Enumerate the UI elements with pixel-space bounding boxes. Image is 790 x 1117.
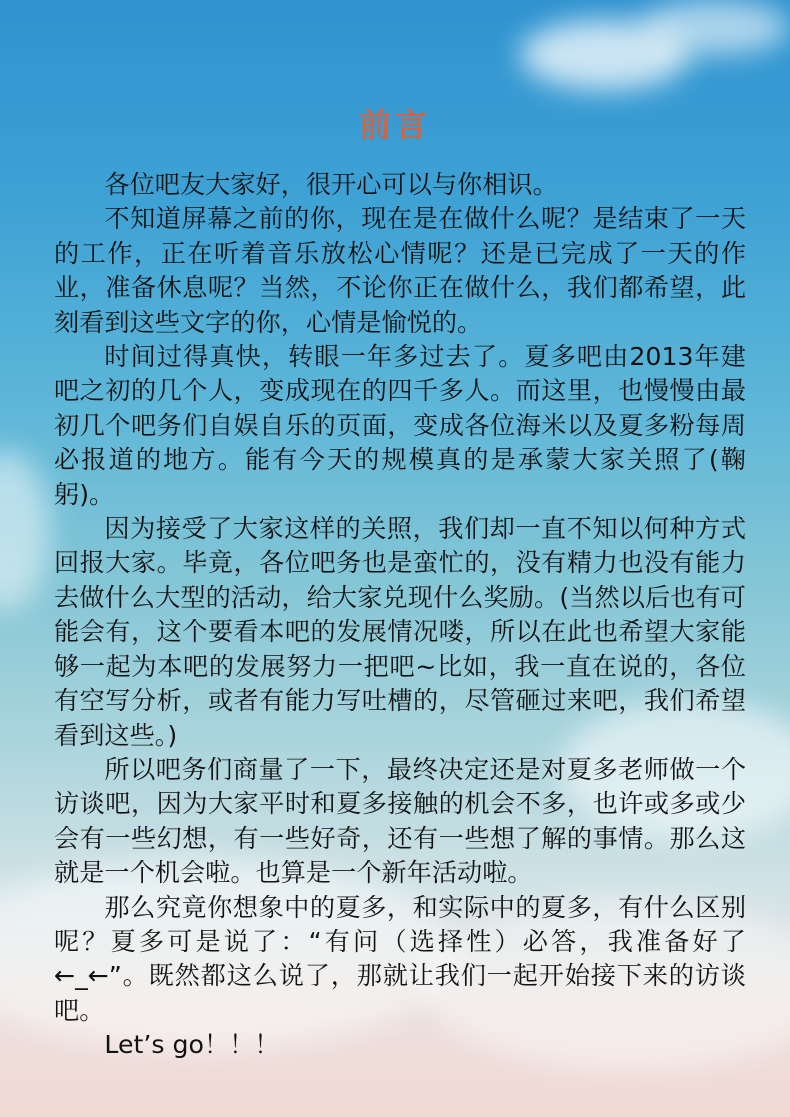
body-text: [54, 168, 746, 1063]
paragraph: 那么究竟你想象中的夏多，和实际中的夏多，有什么区别呢？夏多可是说了：“有问（选择性）必答，我准备好了←_←”。既然都这么说了，那就让我们一起开始接下来的访谈吧。: [54, 892, 746, 1025]
paragraph: 所以吧务们商量了一下，最终决定还是对夏多老师做一个访谈吧，因为大家平时和夏多接触的机会不多，也许或多或少会有一些幻想，有一些好奇，还有一些想了解的事情。那么这就是一个机会啦。也算是一个新年活动啦。: [54, 754, 746, 888]
paragraph: 时间过得真快，转眼一年多过去了。夏多吧由2013年建吧之初的几个人，变成现在的四千多人。而这里，也慢慢由最初几个吧务们自娱自乐的页面，变成各位海米以及夏多粉每周必报道的地方。能有今天的规模真的是承蒙大家关照了(鞠躬)。: [54, 342, 746, 509]
page-title: 前言: [358, 106, 431, 144]
paragraph: 因为接受了大家这样的关照，我们却一直不知以何种方式回报大家。毕竟，各位吧务也是蛮忙的，没有精力也没有能力去做什么大型的活动，给大家兑现什么奖励。(当然以后也有可能会有，这个要看本吧的发展情况喽，所以在此也希望大家能够一起为本吧的发展努力一把吧~比如，我一直在说的，各位有空写分析，或者有能力写吐槽的，尽管砸过来吧，我们希望看到这些。): [54, 514, 746, 750]
paragraph: 不知道屏幕之前的你，现在是在做什么呢？是结束了一天的工作，正在听着音乐放松心情呢？还是已完成了一天的作业，准备休息呢？当然，不论你正在做什么，我们都希望，此刻看到这些文字的你，心情是愉悦的。: [54, 204, 746, 337]
paragraph: Let’s go！！！: [104, 1030, 280, 1060]
cloud-decoration: [640, 0, 790, 55]
cloud-decoration: [0, 450, 50, 610]
paragraph: 各位吧友大家好，很开心可以与你相识。: [104, 170, 558, 199]
